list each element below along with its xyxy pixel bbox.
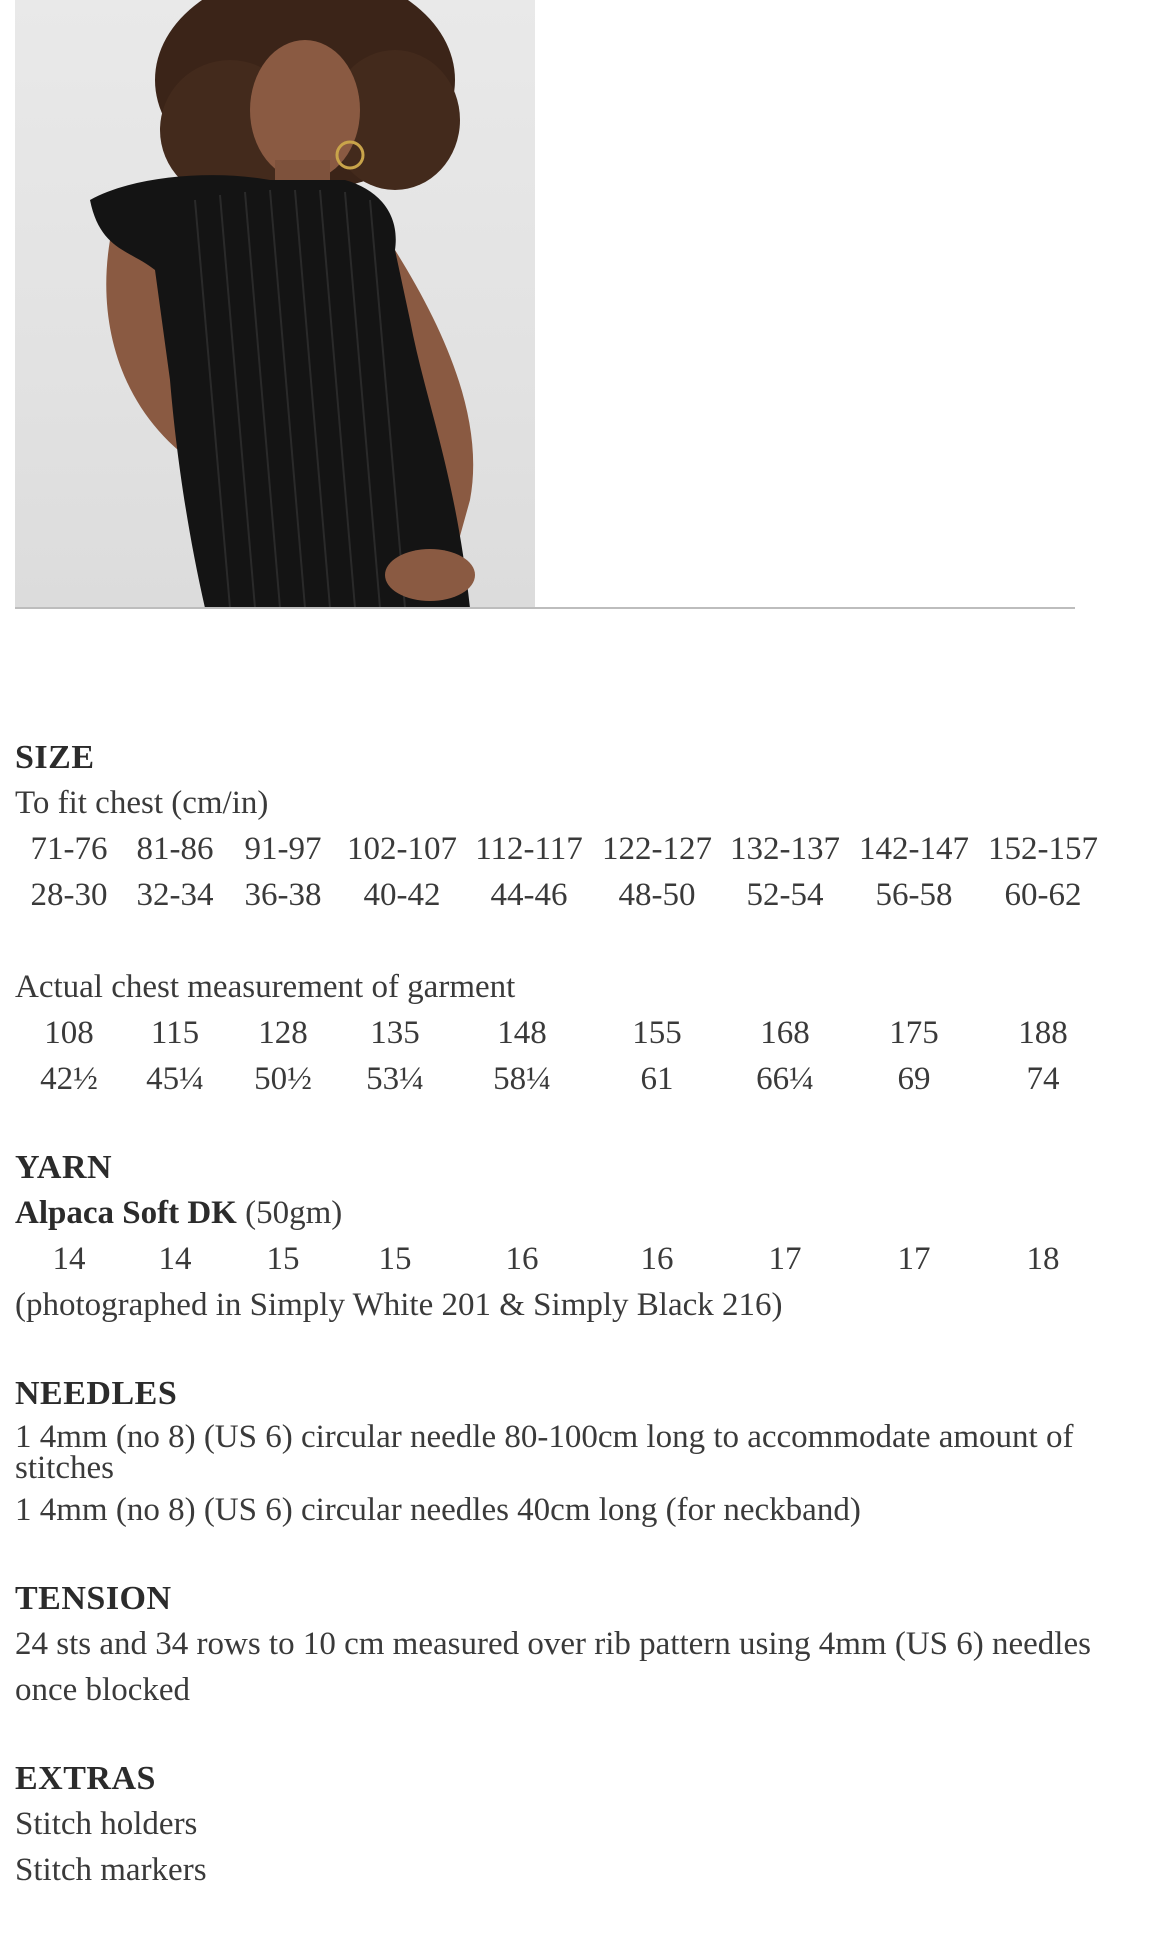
actual-chest-in-row xyxy=(15,1056,1135,1102)
tension-section xyxy=(15,1577,1135,1713)
size-value: 66¼ xyxy=(756,1061,814,1097)
size-value: 50½ xyxy=(254,1061,312,1097)
model-illustration xyxy=(15,0,535,608)
size-value: 32-34 xyxy=(136,877,214,913)
extras-item: Stitch markers xyxy=(15,1852,207,1888)
size-value: 71-76 xyxy=(30,831,108,867)
yarn-quantity: 18 xyxy=(1026,1241,1060,1277)
tension-heading: TENSION xyxy=(15,1580,172,1617)
fit-chest-in-row xyxy=(15,872,1135,918)
size-value: 42½ xyxy=(40,1061,98,1097)
pattern-details xyxy=(15,736,1135,1893)
size-value: 132-137 xyxy=(730,831,840,867)
size-value: 102-107 xyxy=(347,831,457,867)
size-section xyxy=(15,736,1135,1102)
extras-section xyxy=(15,1757,1135,1893)
yarn-quantity: 14 xyxy=(158,1241,192,1277)
size-value: 56-58 xyxy=(875,877,953,913)
size-value: 188 xyxy=(1018,1015,1068,1051)
needles-line-2: 1 4mm (no 8) (US 6) circular needles 40cm long (for neckband) xyxy=(15,1492,861,1528)
actual-chest-label: Actual chest measurement of garment xyxy=(15,969,516,1005)
size-value: 74 xyxy=(1026,1061,1060,1097)
size-value: 91-97 xyxy=(244,831,322,867)
yarn-name-line xyxy=(15,1190,1135,1236)
yarn-heading: YARN xyxy=(15,1149,113,1186)
size-value: 112-117 xyxy=(475,831,583,867)
size-value: 115 xyxy=(150,1015,200,1051)
size-value: 48-50 xyxy=(618,877,696,913)
size-value: 135 xyxy=(370,1015,420,1051)
yarn-quantity: 17 xyxy=(897,1241,931,1277)
yarn-quantity: 16 xyxy=(640,1241,674,1277)
size-value: 60-62 xyxy=(1004,877,1082,913)
size-value: 108 xyxy=(44,1015,94,1051)
yarn-section xyxy=(15,1146,1135,1328)
needles-heading: NEEDLES xyxy=(15,1375,178,1412)
size-value: 152-157 xyxy=(988,831,1098,867)
tension-text: 24 sts and 34 rows to 10 cm measured over rib pattern using 4mm (US 6) needles once blocked xyxy=(15,1626,1091,1708)
size-value: 36-38 xyxy=(244,877,322,913)
needles-section xyxy=(15,1372,1135,1533)
yarn-quantity: 15 xyxy=(378,1241,412,1277)
size-value: 128 xyxy=(258,1015,308,1051)
extras-item: Stitch holders xyxy=(15,1806,198,1842)
fit-chest-cm-row xyxy=(15,826,1135,872)
size-value: 155 xyxy=(632,1015,682,1051)
actual-chest-cm-row xyxy=(15,1010,1135,1056)
yarn-name: Alpaca Soft DK xyxy=(15,1195,237,1231)
size-value: 61 xyxy=(640,1061,674,1097)
needles-line-1: 1 4mm (no 8) (US 6) circular needle 80-100cm long to accommodate amount of stitches xyxy=(15,1419,1074,1486)
size-value: 142-147 xyxy=(859,831,969,867)
fit-chest-label: To fit chest (cm/in) xyxy=(15,785,269,821)
size-value: 122-127 xyxy=(602,831,712,867)
size-value: 168 xyxy=(760,1015,810,1051)
size-value: 81-86 xyxy=(136,831,214,867)
section-divider xyxy=(15,607,1075,609)
yarn-note: (photographed in Simply White 201 & Simply Black 216) xyxy=(15,1287,783,1323)
size-value: 58¼ xyxy=(493,1061,551,1097)
size-value: 28-30 xyxy=(30,877,108,913)
yarn-quantity-row xyxy=(15,1236,1135,1282)
size-value: 175 xyxy=(889,1015,939,1051)
size-value: 148 xyxy=(497,1015,547,1051)
size-value: 52-54 xyxy=(746,877,824,913)
yarn-quantity: 14 xyxy=(52,1241,86,1277)
model-photo xyxy=(15,0,535,608)
extras-heading: EXTRAS xyxy=(15,1760,156,1797)
yarn-quantity: 15 xyxy=(266,1241,300,1277)
size-value: 45¼ xyxy=(146,1061,204,1097)
yarn-weight: (50gm) xyxy=(245,1195,343,1231)
size-value: 44-46 xyxy=(490,877,568,913)
yarn-quantity: 16 xyxy=(505,1241,539,1277)
size-heading: SIZE xyxy=(15,739,95,776)
size-value: 53¼ xyxy=(366,1061,424,1097)
size-value: 40-42 xyxy=(363,877,441,913)
yarn-quantity: 17 xyxy=(768,1241,802,1277)
size-value: 69 xyxy=(897,1061,931,1097)
